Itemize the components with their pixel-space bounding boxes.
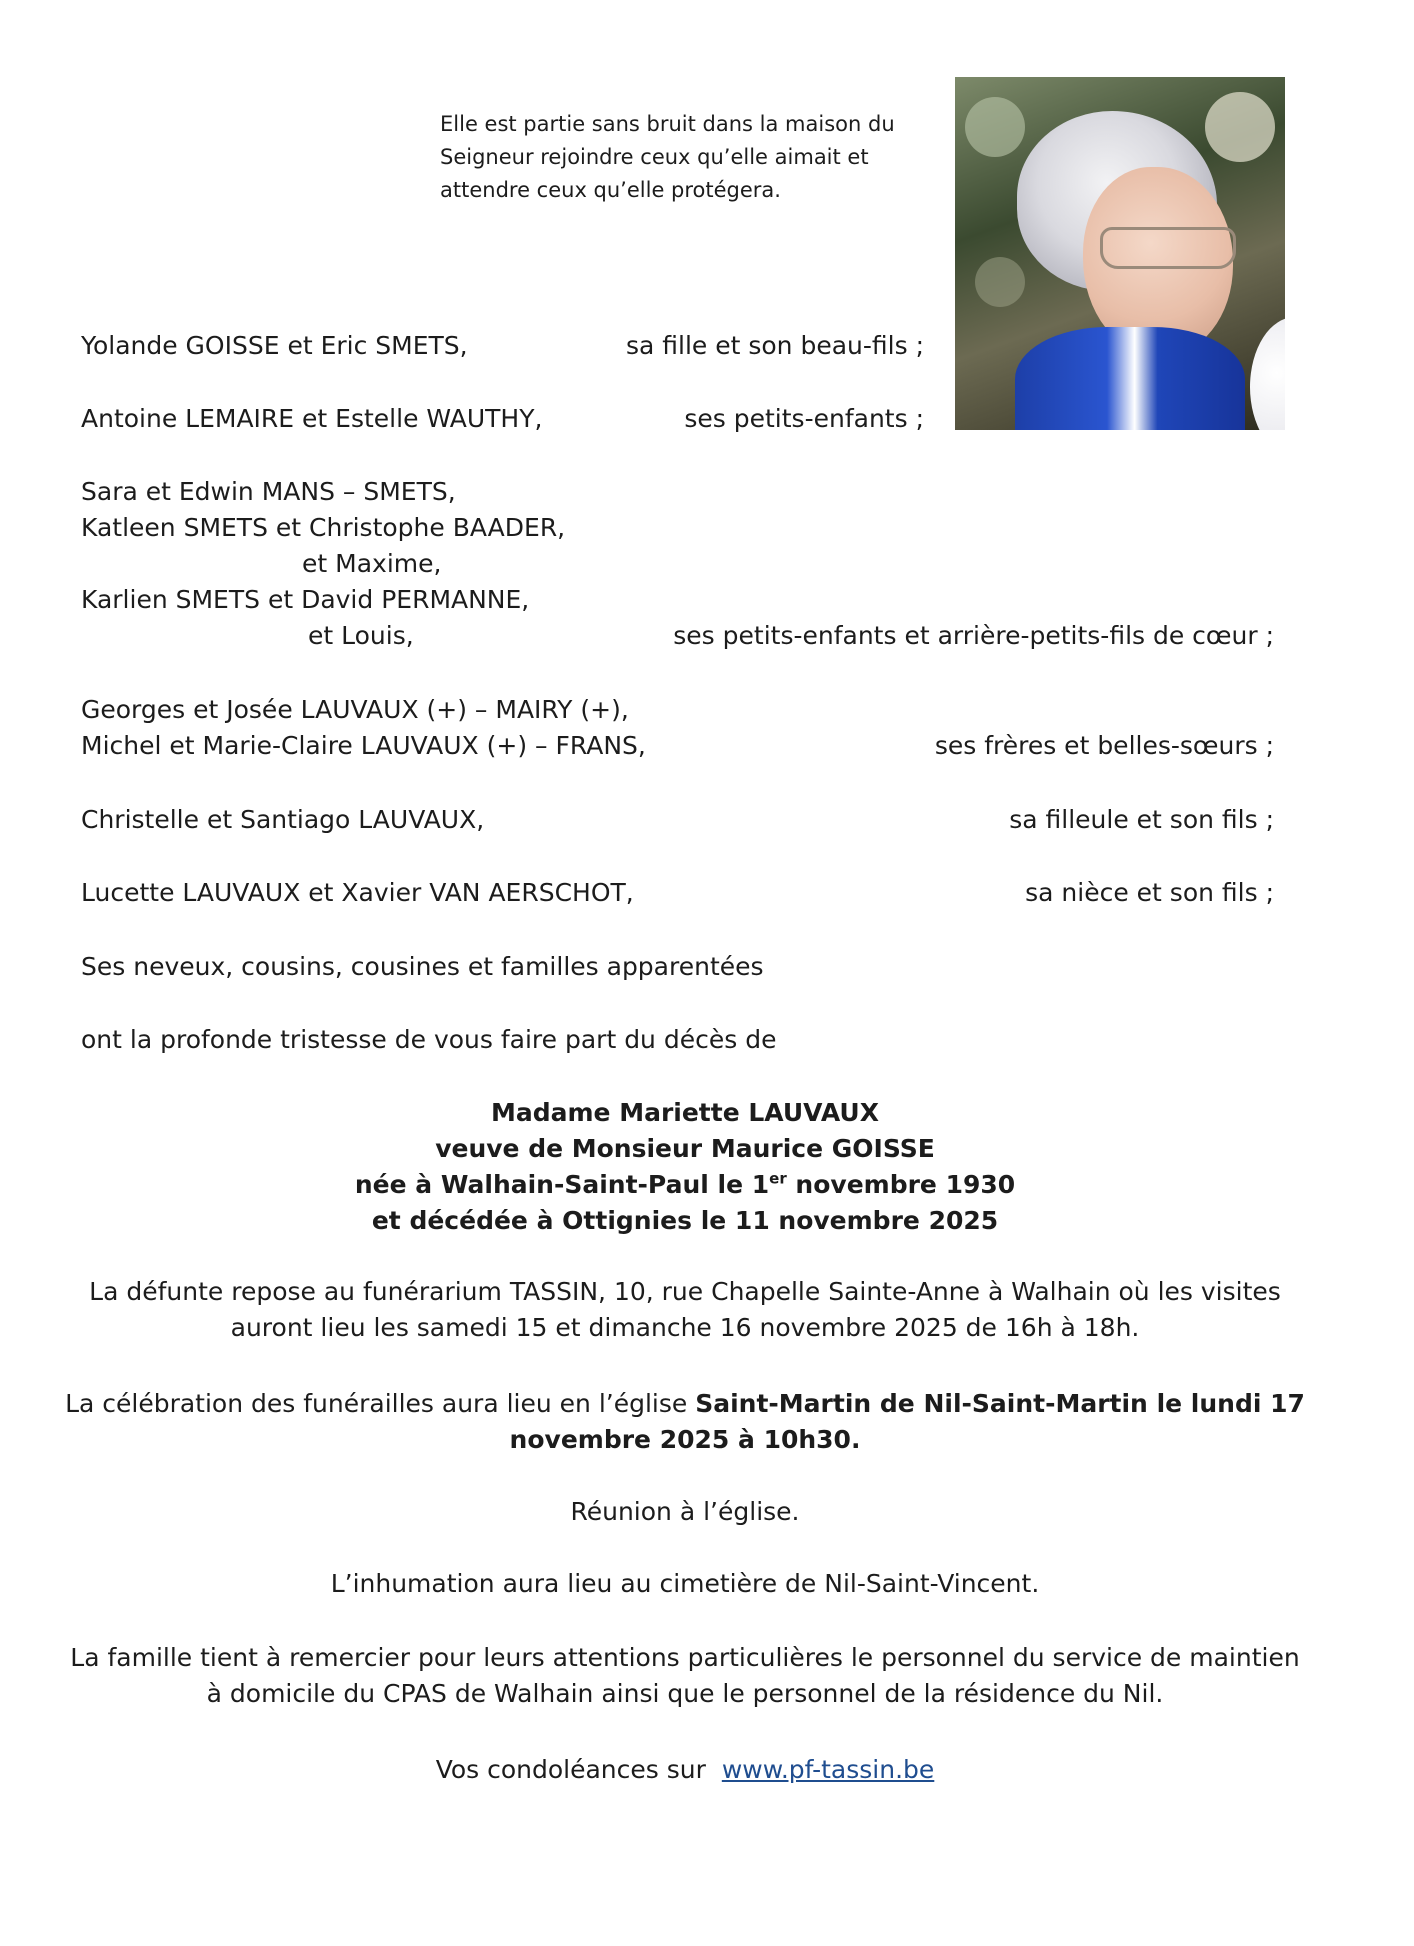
thanks-line: à domicile du CPAS de Walhain ainsi que le personnel de la résidence du Nil. xyxy=(206,1679,1164,1708)
family-name: Michel et Marie-Claire LAUVAUX (+) – FRANS, xyxy=(81,731,646,760)
family-name: Yolande GOISSE et Eric SMETS, xyxy=(81,331,468,360)
visitation-info xyxy=(0,1274,1370,1346)
condolences-line xyxy=(0,1752,1370,1788)
extended-family: Ses neveux, cousins, cousines et familles apparentées xyxy=(81,952,764,981)
reunion-info: Réunion à l’église. xyxy=(570,1497,800,1526)
visitation-line: La défunte repose au funérarium TASSIN, 10, rue Chapelle Sainte-Anne à Walhain où les visites xyxy=(89,1277,1281,1306)
family-name: Karlien SMETS et David PERMANNE, xyxy=(81,585,530,614)
family-relation: ses frères et belles-sœurs ; xyxy=(934,731,1274,760)
visitation-line: auront lieu les samedi 15 et dimanche 16 novembre 2025 de 16h à 18h. xyxy=(230,1313,1140,1342)
family-name: Katleen SMETS et Christophe BAADER, xyxy=(81,513,566,542)
deceased-widow: veuve de Monsieur Maurice GOISSE xyxy=(435,1134,935,1163)
family-name: Antoine LEMAIRE et Estelle WAUTHY, xyxy=(81,404,543,433)
family-name: Sara et Edwin MANS – SMETS, xyxy=(81,477,456,506)
intro-line: Seigneur rejoindre ceux qu’elle aimait et xyxy=(440,145,869,169)
deceased-birth: née à Walhain-Saint-Paul le 1er novembre 1930 xyxy=(354,1169,1016,1199)
family-relation: sa filleule et son fils ; xyxy=(1009,805,1274,834)
portrait-photo xyxy=(955,77,1285,430)
burial-info: L’inhumation aura lieu au cimetière de Nil-Saint-Vincent. xyxy=(330,1569,1040,1598)
family-name: Lucette LAUVAUX et Xavier VAN AERSCHOT, xyxy=(81,878,634,907)
family-name: et Maxime, xyxy=(302,549,442,578)
funeral-line: novembre 2025 à 10h30. xyxy=(509,1425,861,1454)
deceased-name: Madame Mariette LAUVAUX xyxy=(490,1098,879,1127)
family-relation: sa fille et son beau-fils ; xyxy=(625,331,924,360)
family-relation: ses petits-enfants ; xyxy=(684,404,924,433)
thanks-line: La famille tient à remercier pour leurs attentions particulières le personnel du service de maintien xyxy=(70,1643,1300,1672)
family-name: Christelle et Santiago LAUVAUX, xyxy=(81,805,485,834)
family-relation: ses petits-enfants et arrière-petits-fils de cœur ; xyxy=(673,621,1274,650)
intro-line: Elle est partie sans bruit dans la maison du xyxy=(440,112,895,136)
intro-line: attendre ceux qu’elle protégera. xyxy=(440,178,781,202)
thanks-info xyxy=(0,1640,1370,1712)
condolences-label: Vos condoléances sur xyxy=(435,1755,706,1784)
family-name: Georges et Josée LAUVAUX (+) – MAIRY (+), xyxy=(81,695,629,724)
funeral-line: La célébration des funérailles aura lieu en l’église Saint-Martin de Nil-Saint-Martin le lundi 17 xyxy=(65,1389,1305,1418)
deceased-death: et décédée à Ottignies le 11 novembre 2025 xyxy=(371,1206,999,1235)
announcement-line: ont la profonde tristesse de vous faire part du décès de xyxy=(81,1025,777,1054)
family-relation: sa nièce et son fils ; xyxy=(1025,878,1274,907)
deceased-block xyxy=(0,1095,1370,1239)
intro-verse xyxy=(440,108,895,207)
funeral-info xyxy=(0,1386,1370,1458)
condolences-link[interactable]: www.pf-tassin.be xyxy=(721,1755,935,1784)
family-name: et Louis, xyxy=(308,621,414,650)
